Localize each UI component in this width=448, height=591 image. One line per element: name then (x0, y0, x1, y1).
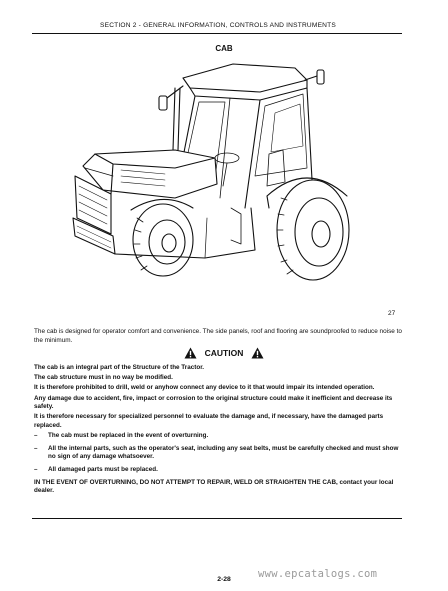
watermark: www.epcatalogs.com (258, 568, 378, 580)
header-divider (32, 33, 402, 34)
list-item-text: The cab must be replaced in the event of overturning. (48, 432, 209, 440)
intro-paragraph: The cab is designed for operator comfort and convenience. The side panels, roof and flooring are soundproofed to reduce noise to the minimum. (34, 328, 402, 344)
paragraph: The cab structure must in no way be modified. (34, 374, 173, 382)
bullet-marker: – (34, 432, 38, 440)
caution-heading (0, 347, 448, 359)
page-number: 2-28 (217, 576, 231, 583)
caution-body (34, 364, 406, 497)
paragraph: Any damage due to accident, fire, impact or corrosion to the original structure could make it inefficient and decrease its safety. (34, 394, 393, 411)
paragraph: It is therefore prohibited to drill, weld or anyhow connect any device to it that would impair its intended operation. (34, 384, 375, 392)
section-header: SECTION 2 - GENERAL INFORMATION, CONTROLS AND INSTRUMENTS (100, 22, 336, 29)
final-note: IN THE EVENT OF OVERTURNING, DO NOT ATTEMPT TO REPAIR, WELD OR STRAIGHTEN THE CAB, contact your local dealer. (34, 478, 394, 495)
bullet-marker: – (34, 444, 38, 452)
list-item-text: All the internal parts, such as the operator's seat, including any seat belts, must be carefully checked and must show no sign of any damage whatsoever. (48, 444, 399, 461)
list-item (34, 466, 406, 475)
warning-triangle-icon (251, 347, 264, 359)
footer-divider (32, 518, 402, 519)
tractor-illustration (55, 58, 355, 298)
list-item (34, 432, 406, 441)
bullet-marker: – (34, 465, 38, 473)
figure-title: CAB (215, 44, 233, 53)
paragraph: The cab is an integral part of the Structure of the Tractor. (34, 364, 205, 371)
paragraph: It is therefore necessary for specialized personnel to evaluate the damage and, if necessary, have the damaged parts replaced. (34, 413, 384, 429)
list-item (34, 445, 406, 462)
caution-label: CAUTION (204, 348, 244, 358)
list-item-text: All damaged parts must be replaced. (48, 465, 158, 473)
warning-triangle-icon (184, 347, 197, 359)
figure-number: 27 (388, 310, 396, 317)
